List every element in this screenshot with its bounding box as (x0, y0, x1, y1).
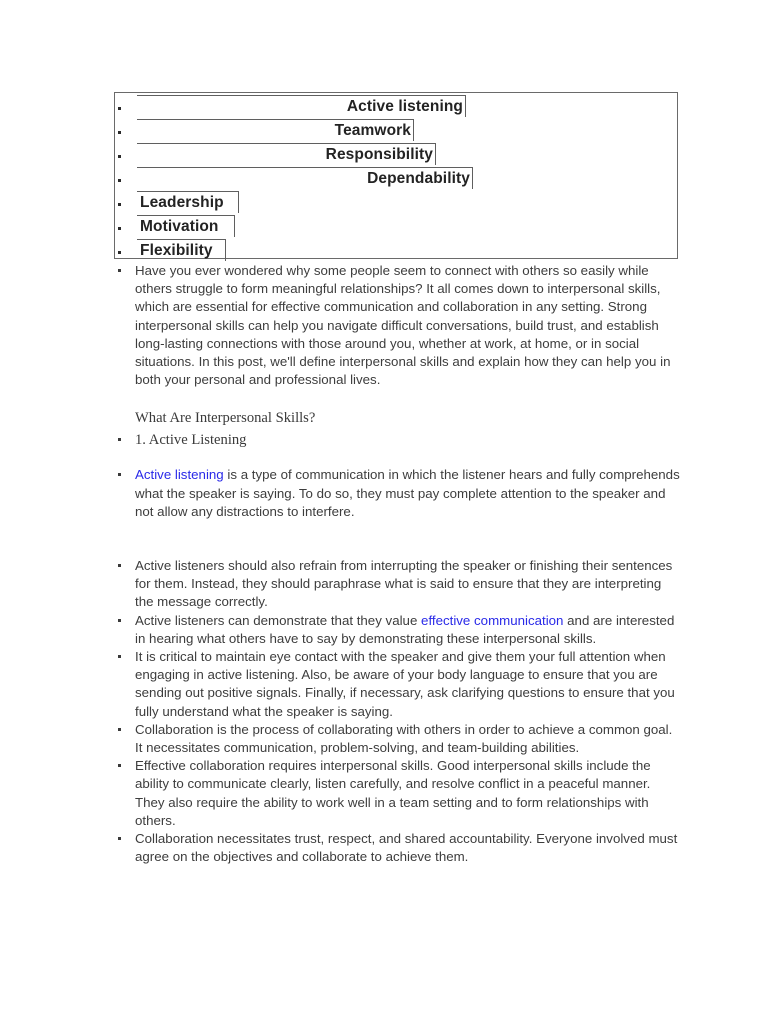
section-heading-wrap (114, 409, 680, 428)
list-item (114, 830, 680, 866)
skill-row (115, 117, 677, 141)
list-item (114, 262, 680, 389)
bullet-marker-icon (118, 473, 121, 476)
refrain-paragraph: Active listeners should also refrain from interrupting the speaker or finishing their sentences for them. Instead, they should paraphrase what is said to ensure that they are interpreting the message correctly. (135, 558, 673, 610)
effective-collaboration-paragraph: Effective collaboration requires interpersonal skills. Good interpersonal skills include the ability to communicate clearly, listen carefully, and resolve conflict in a peaceful manner. They also require the ability to work well in a team setting and to form relationships with others. (135, 758, 651, 828)
demonstrate-text-before: Active listeners can demonstrate that they value (135, 612, 422, 628)
bullet-marker-icon (118, 227, 121, 230)
trust-paragraph: Collaboration necessitates trust, respect, and shared accountability. Everyone involved must agree on the objectives and collaborate to achieve them. (135, 831, 678, 865)
skill-row (115, 189, 677, 213)
spacer (114, 389, 680, 409)
skill-label: Teamwork (334, 121, 411, 139)
bullet-marker-icon (118, 131, 121, 134)
skill-cell (137, 239, 226, 261)
bullet-marker-icon (118, 564, 121, 567)
spacer (114, 541, 680, 557)
intro-paragraph: Have you ever wondered why some people seem to connect with others so easily while others struggle to form meaningful relationships? It all comes down to interpersonal skills, which are essential for effective communication and collaboration in any setting. Strong interpersonal skills can help you navigate difficult conversations, build trust, and establish long-lasting connections with those around you, whether at work, at home, or in social situations. In this post, we'll define interpersonal skills and explain how they can help you in both your personal and professional lives. (135, 263, 671, 388)
subsection-heading: 1. Active Listening (135, 432, 247, 449)
bullet-marker-icon (118, 179, 121, 182)
skill-label: Motivation (140, 217, 219, 235)
list-item (114, 612, 680, 648)
skill-label: Leadership (140, 193, 224, 211)
bullet-marker-icon (118, 155, 121, 158)
list-item (114, 431, 680, 450)
skill-row (115, 141, 677, 165)
skill-cell (137, 143, 436, 165)
skill-cell (137, 167, 473, 189)
skill-row (115, 237, 677, 261)
bullet-marker-icon (118, 269, 121, 272)
bullet-marker-icon (118, 619, 121, 622)
bullet-marker-icon (118, 203, 121, 206)
bullet-marker-icon (118, 438, 121, 441)
skills-list-frame (114, 92, 678, 259)
bullet-marker-icon (118, 728, 121, 731)
list-item (114, 757, 680, 830)
list-item (114, 648, 680, 721)
demonstrate-paragraph (135, 612, 680, 648)
list-item (114, 721, 680, 757)
active-listening-link[interactable]: Active listening (135, 467, 224, 483)
skill-label: Active listening (346, 97, 463, 115)
spacer (114, 521, 680, 541)
skill-row (115, 93, 677, 117)
skill-label: Flexibility (140, 241, 213, 259)
skill-cell (137, 95, 466, 117)
list-item (114, 557, 680, 612)
bullet-marker-icon (118, 837, 121, 840)
demonstrate-text-after: and are interested in hearing what others have to say by demonstrating these interpersonal skills. (135, 612, 675, 646)
spacer (114, 450, 680, 466)
document-body (114, 262, 680, 866)
skill-label: Dependability (367, 169, 470, 187)
list-item (114, 466, 680, 521)
bullet-marker-icon (118, 655, 121, 658)
active-listening-text: is a type of communication in which the listener hears and fully comprehends what the speaker is saying. To do so, they must pay complete attention to the speaker and not allow any distractions to interfere. (135, 467, 680, 519)
skill-row (115, 165, 677, 189)
skill-cell (137, 119, 414, 141)
collaboration-paragraph: Collaboration is the process of collaborating with others in order to achieve a common goal. It necessitates communication, problem-solving, and team-building abilities. (135, 721, 673, 756)
bullet-marker-icon (118, 251, 121, 254)
bullet-marker-icon (118, 764, 121, 767)
skill-label: Responsibility (325, 145, 433, 163)
skill-cell (137, 191, 239, 213)
skill-cell (137, 215, 235, 237)
effective-communication-link[interactable]: effective communication (421, 612, 564, 628)
section-heading: What Are Interpersonal Skills? (135, 410, 316, 427)
bullet-marker-icon (118, 107, 121, 110)
skill-row (115, 213, 677, 237)
active-listening-paragraph (135, 466, 680, 521)
eye-contact-paragraph: It is critical to maintain eye contact with the speaker and give them your full attention when engaging in active listening. Also, be aware of your body language to ensure that you are sending out positive signals. Finally, if necessary, ask clarifying questions to ensure that you fully understand what the speaker is saying. (135, 649, 675, 719)
